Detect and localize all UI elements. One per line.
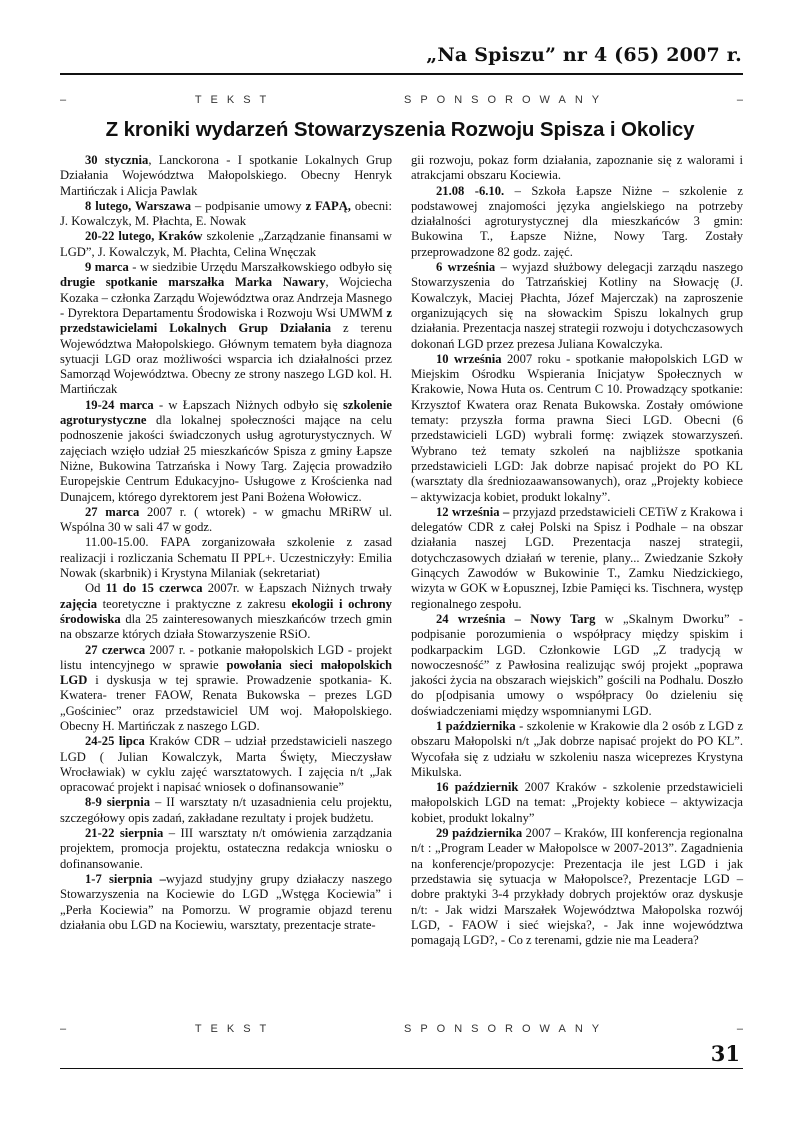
paragraph: 21.08 -6.10. – Szkoła Łapsze Niżne – szkolenie z podstawowej znajomości języka angielskiego na potrzeby działalności agroturystycznej dla mieszkańców 3 gmin: Bukowina T., Łapsze Niżne, Nowy Targ. Zostały przeprowadzone 82 godz. zajęć.: [411, 183, 743, 259]
page-number: 31: [710, 1041, 740, 1066]
sponsor-word-2: SPONSOROWANY: [403, 94, 609, 106]
header-rule: [60, 73, 743, 75]
dash-left: –: [60, 94, 67, 106]
paragraph: 10 września 2007 roku - spotkanie małopolskich LGD w Miejskim Ośrodku Wspierania Inicjatyw Społecznych w Krakowie, Nowa Huta os. Centrum C 10. Prowadzący spotkanie: Krzysztof Kwatera oraz Renata Bukowska. Zostały omówione tematy: przyszła forma prawna Sieci LGD. Obecni (6 przedstawicieli LGD) wybrali formę: związek stowarzyszeń. Wybrano też tematy szkoleń na najbliższe spotkania przedstawicieli LGD: Jak dobrze napisać projekt do PO KL (warsztaty dla średniozaawansowanych), oraz „Projekty kobiece – aktywizacja kobiet, produkt lokalny”.: [411, 351, 744, 504]
dash-right: –: [736, 94, 743, 106]
sponsor-word-1: TEKST: [194, 94, 276, 106]
sponsored-text-label-bottom: [60, 1023, 743, 1035]
paragraph: 20-22 lutego, Kraków szkolenie „Zarządzanie finansami w LGD”, J. Kowalczyk, M. Płachta, Celina Wnęczak: [60, 229, 392, 259]
paragraph: 11.00-15.00. FAPA zorganizowała szkolenie z zasad realizacji i rozliczania Schematu II PPL+. Uczestniczyły: Emilia Nowak (skarbnik) i Krystyna Milaniak (sekretariat): [60, 535, 392, 581]
dash-left: –: [60, 1023, 67, 1035]
sponsor-word-2: SPONSOROWANY: [403, 1023, 609, 1035]
paragraph: 30 stycznia, Lanckorona - I spotkanie Lokalnych Grup Działania Województwa Małopolskiego. Obecny Henryk Martińczak i Alicja Pawlak: [60, 153, 392, 198]
paragraph: 19-24 marca - w Łapszach Niżnych odbyło się szkolenie agroturystyczne dla lokalnej społeczności mające na celu podnoszenie jakości świadczonych usług agroturystycznych. W zajęciach wzięło udział 25 mieszkańców Spisza z gminy Łapsze Niżne, Bukowina Tatrzańska i Nowy Targ. Zajęcia prowadziło Europejskie Centrum Edukacyjno- Usługowe z Krościenka nad Dunajcem, którego dyrektorem jest Pani Bożena Wołowicz.: [60, 397, 392, 504]
right-column: [411, 153, 743, 948]
article-title: Z kroniki wydarzeń Stowarzyszenia Rozwoju Spisza i Okolicy: [105, 118, 695, 141]
paragraph: 8-9 sierpnia – II warsztaty n/t uzasadnienia celu projektu, szczegółowy opis zadań, zakładane rezultaty i projek budżetu.: [60, 795, 392, 825]
paragraph-continued: gii rozwoju, pokaz form działania, zapoznanie się z walorami i atrakcjami obszaru Kociewia.: [411, 153, 743, 183]
paragraph: 27 czerwca 2007 r. - potkanie małopolskich LGD - projekt listu intencyjnego w sprawie powołania sieci małopolskich LGD i dyskusja w tej sprawie. Prowadzenie spotkania- K. Kwatera- trener FAOW, Renata Bukowska – prezes LGD „Gościniec” oraz przedstawiciel UM woj. Małopolskiego. Obecny H. Martińczak z naszego LGD.: [60, 642, 392, 733]
paragraph: 16 październik 2007 Kraków - szkolenie przedstawicieli małopolskich LGD na temat: „Projekty kobiece – aktywizacja kobiet, produkt lokalny”: [411, 780, 743, 825]
paragraph: 21-22 sierpnia – III warsztaty n/t omówienia zarządzania projektem, promocja projektu, ostateczna redakcja wniosku o dofinansowanie.: [60, 826, 392, 871]
left-column: [60, 153, 392, 933]
paragraph: 12 września – przyjazd przedstawicieli CETiW z Krakowa i delegatów CDR z całej Polski na Spisz i Podhale – na obszar działania naszej LGD. Prezentacja naszej strategii, dotychczasowych działań w terenie, plany... Zwiedzanie Szkoły Ginących Zawodów w Bukowinie T., Zamku Niedzickiego, wizyta w GOK w Łopusznej, Izbie Pamięci ks. Tischnera, występ regionalnego zespołu.: [411, 504, 743, 611]
dash-right: –: [736, 1023, 743, 1035]
paragraph: 8 lutego, Warszawa – podpisanie umowy z FAPĄ, obecni: J. Kowalczyk, M. Płachta, E. Nowak: [60, 198, 392, 229]
paragraph: 27 marca 2007 r. ( wtorek) - w gmachu MRiRW ul. Wspólna 30 w sali 47 w godz.: [60, 504, 392, 535]
paragraph: 6 września – wyjazd służbowy delegacji zarządu naszego Stowarzyszenia do Tatrzańskiej Kotliny na Słowację (J. Kowalczyk, Maciej Płachta, Józef Majerczak) na zaproszenie organizujących się na słowackim Spiszu lokalnych grup działania. Prezentacja naszej strategii rozwoju i dotychczasowych dokonań LGD przez prezesa Juliana Kowalczyka.: [411, 260, 743, 351]
sponsor-word-1: TEKST: [194, 1023, 276, 1035]
magazine-header-title: „Na Spiszu” nr 4 (65) 2007 r.: [426, 44, 742, 66]
paragraph: 29 października 2007 – Kraków, III konferencja regionalna n/t : „Program Leader w Małopolsce w 2007-2013”. Zagadnienia na konferencje/propozycje: Prezentacja ile jest LGD i jak przedstawia się sytuacja w Małopolsce?, Prezentacje LGD – dobre praktyki 3-4 przykłady dobrych projektów oraz dyskusje n/t: - Jak widzi Marszałek Województwa Małopolska rozwój LGD, - FAOW i sieć wiejska?, - Jak inne województwa pomagają LGD?, - Co z terenami, gdzie nie ma Leadera?: [411, 826, 743, 948]
paragraph: 24-25 lipca Kraków CDR – udział przedstawicieli naszego LGD ( Julian Kowalczyk, Marta Święty, Mieczysław Wrocławiak) w cyklu zajęć warsztatowych. I zajęcia n/t „Jak opracować projekt i napisać wniosek o dofinansowanie”: [60, 734, 392, 795]
paragraph: Od 11 do 15 czerwca 2007r. w Łapszach Niżnych trwały zajęcia teoretyczne i praktyczne z zakresu ekologii i ochrony środowiska dla 25 zainteresowanych mieszkańców trzech gmin na obszarze których działa Stowarzyszenie RSiO.: [60, 581, 392, 642]
paragraph: 1 października - szkolenie w Krakowie dla 2 osób z LGD z obszaru Małopolski n/t „Jak dobrze napisać projekt do PO KL”. Wycofała się z udziału w szkoleniu nasza wiceprezes Krystyna Mikulska.: [411, 718, 743, 779]
paragraph: 24 września – Nowy Targ w „Skalnym Dworku” - podpisanie porozumienia o współpracy między spiskim i podkarpackim LGD. Członkowie LGD „Z tradycją w nowoczesność” z Pawłosina realizując swój projekt „poprawa jakości życia na obszarach wiejskich” gościli na Podhalu. Doszło do p[odpisania umowy o współpracy 0o dzieleniu się doświadczeniami między wspomnianymi LGD.: [411, 611, 743, 718]
sponsored-text-label-top: [60, 94, 743, 106]
paragraph: 9 marca - w siedzibie Urzędu Marszałkowskiego odbyło się drugie spotkanie marszałka Marka Nawary, Wojciecha Kozaka – członka Zarządu Województwa oraz Andrzeja Masnego - Dyrektora Departamentu Środowiska i Rozwoju Wsi UMWM z przedstawicielami Lokalnych Grup Działania z terenu Województwa Małopolskiego. Głównym tematem była diagnoza sytuacji LGD oraz możliwości wsparcia ich działalności przez Samorząd Województwa. Obecny ze strony naszego LGD kol. H. Martińczak: [60, 260, 393, 397]
paragraph: 1-7 sierpnia –wyjazd studyjny grupy działaczy naszego Stowarzyszenia na Kociewie do LGD „Wstęga Kociewia” i „Perła Kociewia” na Pomorzu. W programie objazd terenu działania obu LGD na Kociewiu, warsztaty, prezentacje strate-: [60, 871, 393, 932]
footer-rule: [60, 1068, 743, 1069]
